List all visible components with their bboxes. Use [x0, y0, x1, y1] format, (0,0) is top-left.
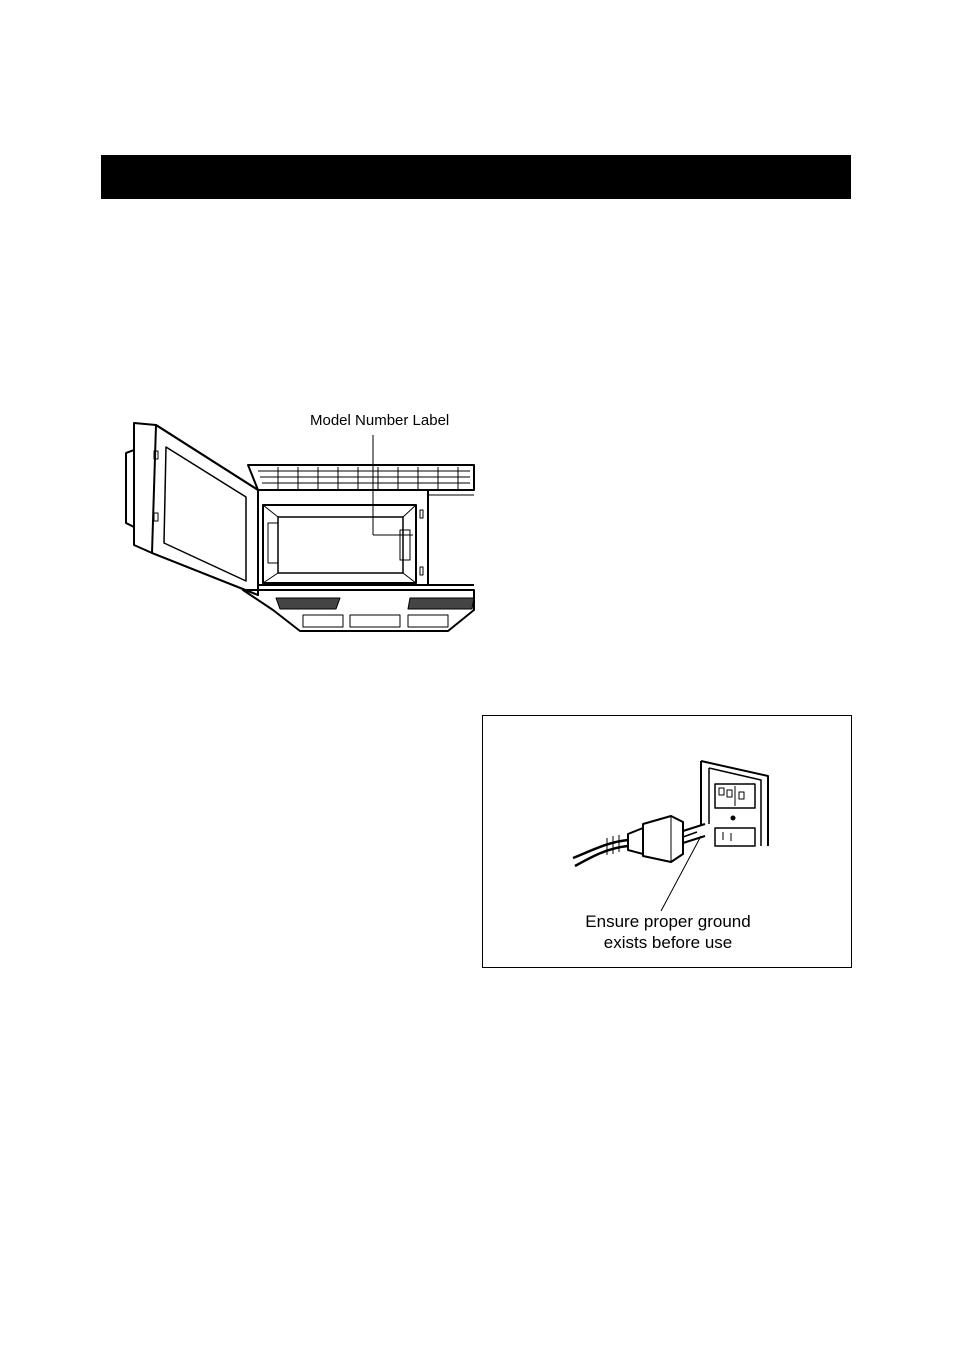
model-number-label-callout: Model Number Label: [310, 412, 450, 429]
ground-caption-line2: exists before use: [603, 933, 733, 952]
grounding-figure-box: [482, 715, 852, 968]
section-header-bar: [101, 155, 851, 199]
microwave-open-door-illustration: [118, 405, 478, 645]
ground-caption-line1: Ensure proper ground: [585, 912, 751, 931]
